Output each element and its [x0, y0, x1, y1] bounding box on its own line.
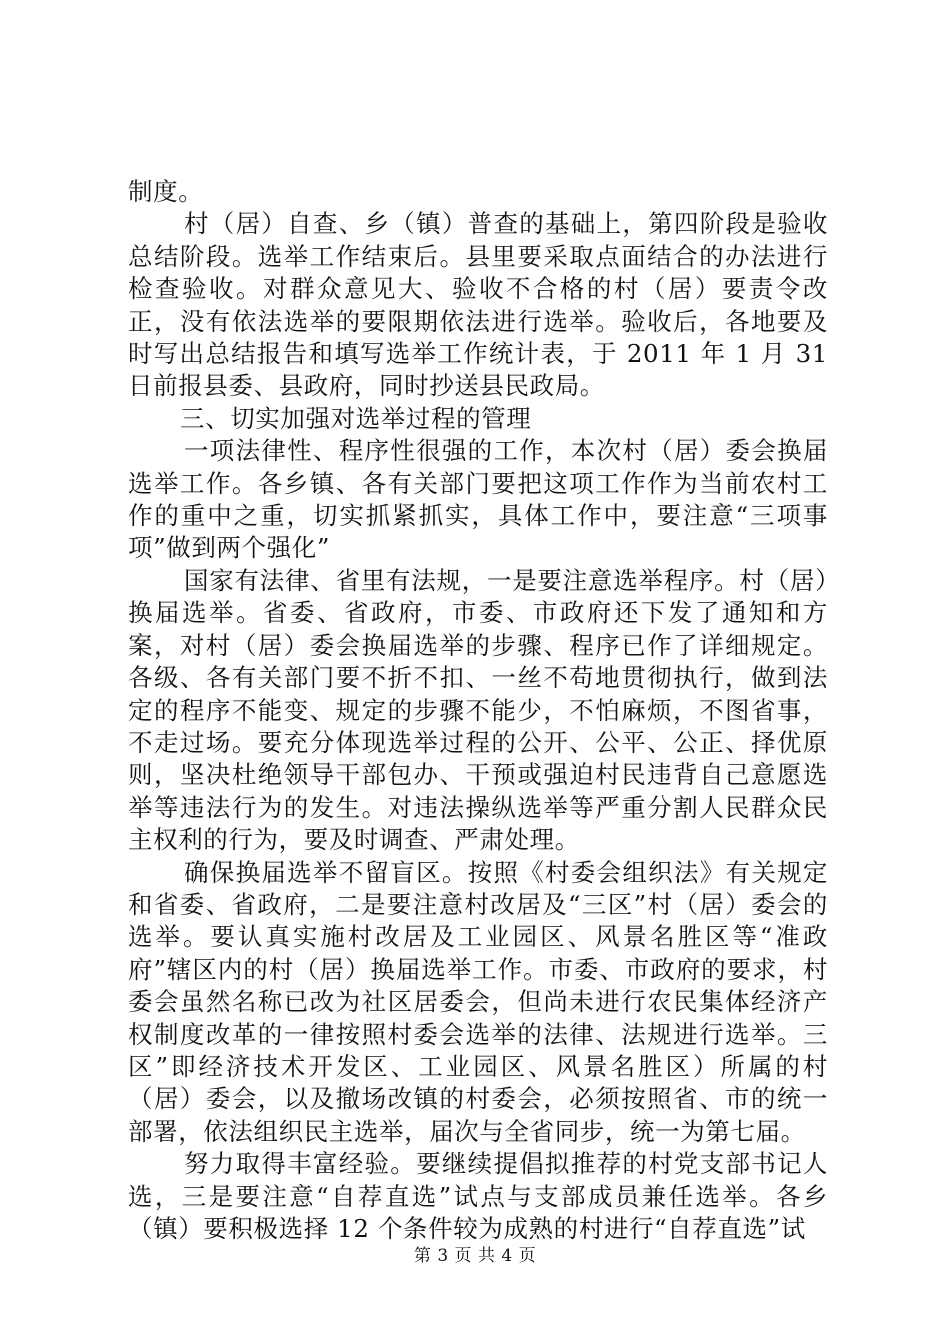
paragraph-self-recommend: 努力取得丰富经验。要继续提倡拟推荐的村党支部书记人选，三是要注意“自荐直选”试点与支部成员兼任选举。各乡（镇）要积极选择 12 个条件较为成熟的村进行“自荐直选”试	[128, 1149, 828, 1243]
paragraph-election-work: 一项法律性、程序性很强的工作，本次村（居）委会换届选举工作。各乡镇、各有关部门要把这项工作作为当前农村工作的重中之重，切实抓紧抓实，具体工作中，要注意“三项事项”做到两个强化”	[128, 436, 828, 563]
page-footer: 第 3 页 共 4 页	[413, 1246, 537, 1266]
section-heading: 三、切实加强对选举过程的管理	[180, 403, 532, 433]
paragraph-three-zones: 确保换届选举不留盲区。按照《村委会组织法》有关规定和省委、省政府，二是要注意村改居及“三区”村（居）委会的选举。要认真实施村改居及工业园区、风景名胜区等“准政府”辖区内的村（居）换届选举工作。市委、市政府的要求，村委会虽然名称已改为社区居委会，但尚未进行农民集体经济产权制度改革的一律按照村委会选举的法律、法规进行选举。三区”即经济技术开发区、工业园区、风景名胜区）所属的村（居）委会，以及撤场改镇的村委会，必须按照省、市的统一部署，依法组织民主选举，届次与全省同步，统一为第七届。	[128, 857, 828, 1146]
paragraph-acceptance-stage: 村（居）自查、乡（镇）普查的基础上，第四阶段是验收总结阶段。选举工作结束后。县里要采取点面结合的办法进行检查验收。对群众意见大、验收不合格的村（居）要责令改正，没有依法选举的要限期依法进行选举。验收后，各地要及时写出总结报告和填写选举工作统计表，于 2011 年 1 月 31 日前报县委、县政府，同时抄送县民政局。	[128, 209, 828, 401]
paragraph-election-procedure: 国家有法律、省里有法规，一是要注意选举程序。村（居）换届选举。省委、省政府，市委、市政府还下发了通知和方案，对村（居）委会换届选举的步骤、程序已作了详细规定。各级、各有关部门要不折不扣、一丝不苟地贯彻执行，做到法定的程序不能变、规定的步骤不能少，不怕麻烦，不图省事，不走过场。要充分体现选举过程的公开、公平、公正、择优原则，坚决杜绝领导干部包办、干预或强迫村民违背自己意愿选举等违法行为的发生。对违法操纵选举等严重分割人民群众民主权利的行为，要及时调查、严肃处理。	[128, 565, 828, 855]
document-body	[128, 176, 828, 1245]
paragraph-continuation: 制度。	[128, 177, 204, 206]
